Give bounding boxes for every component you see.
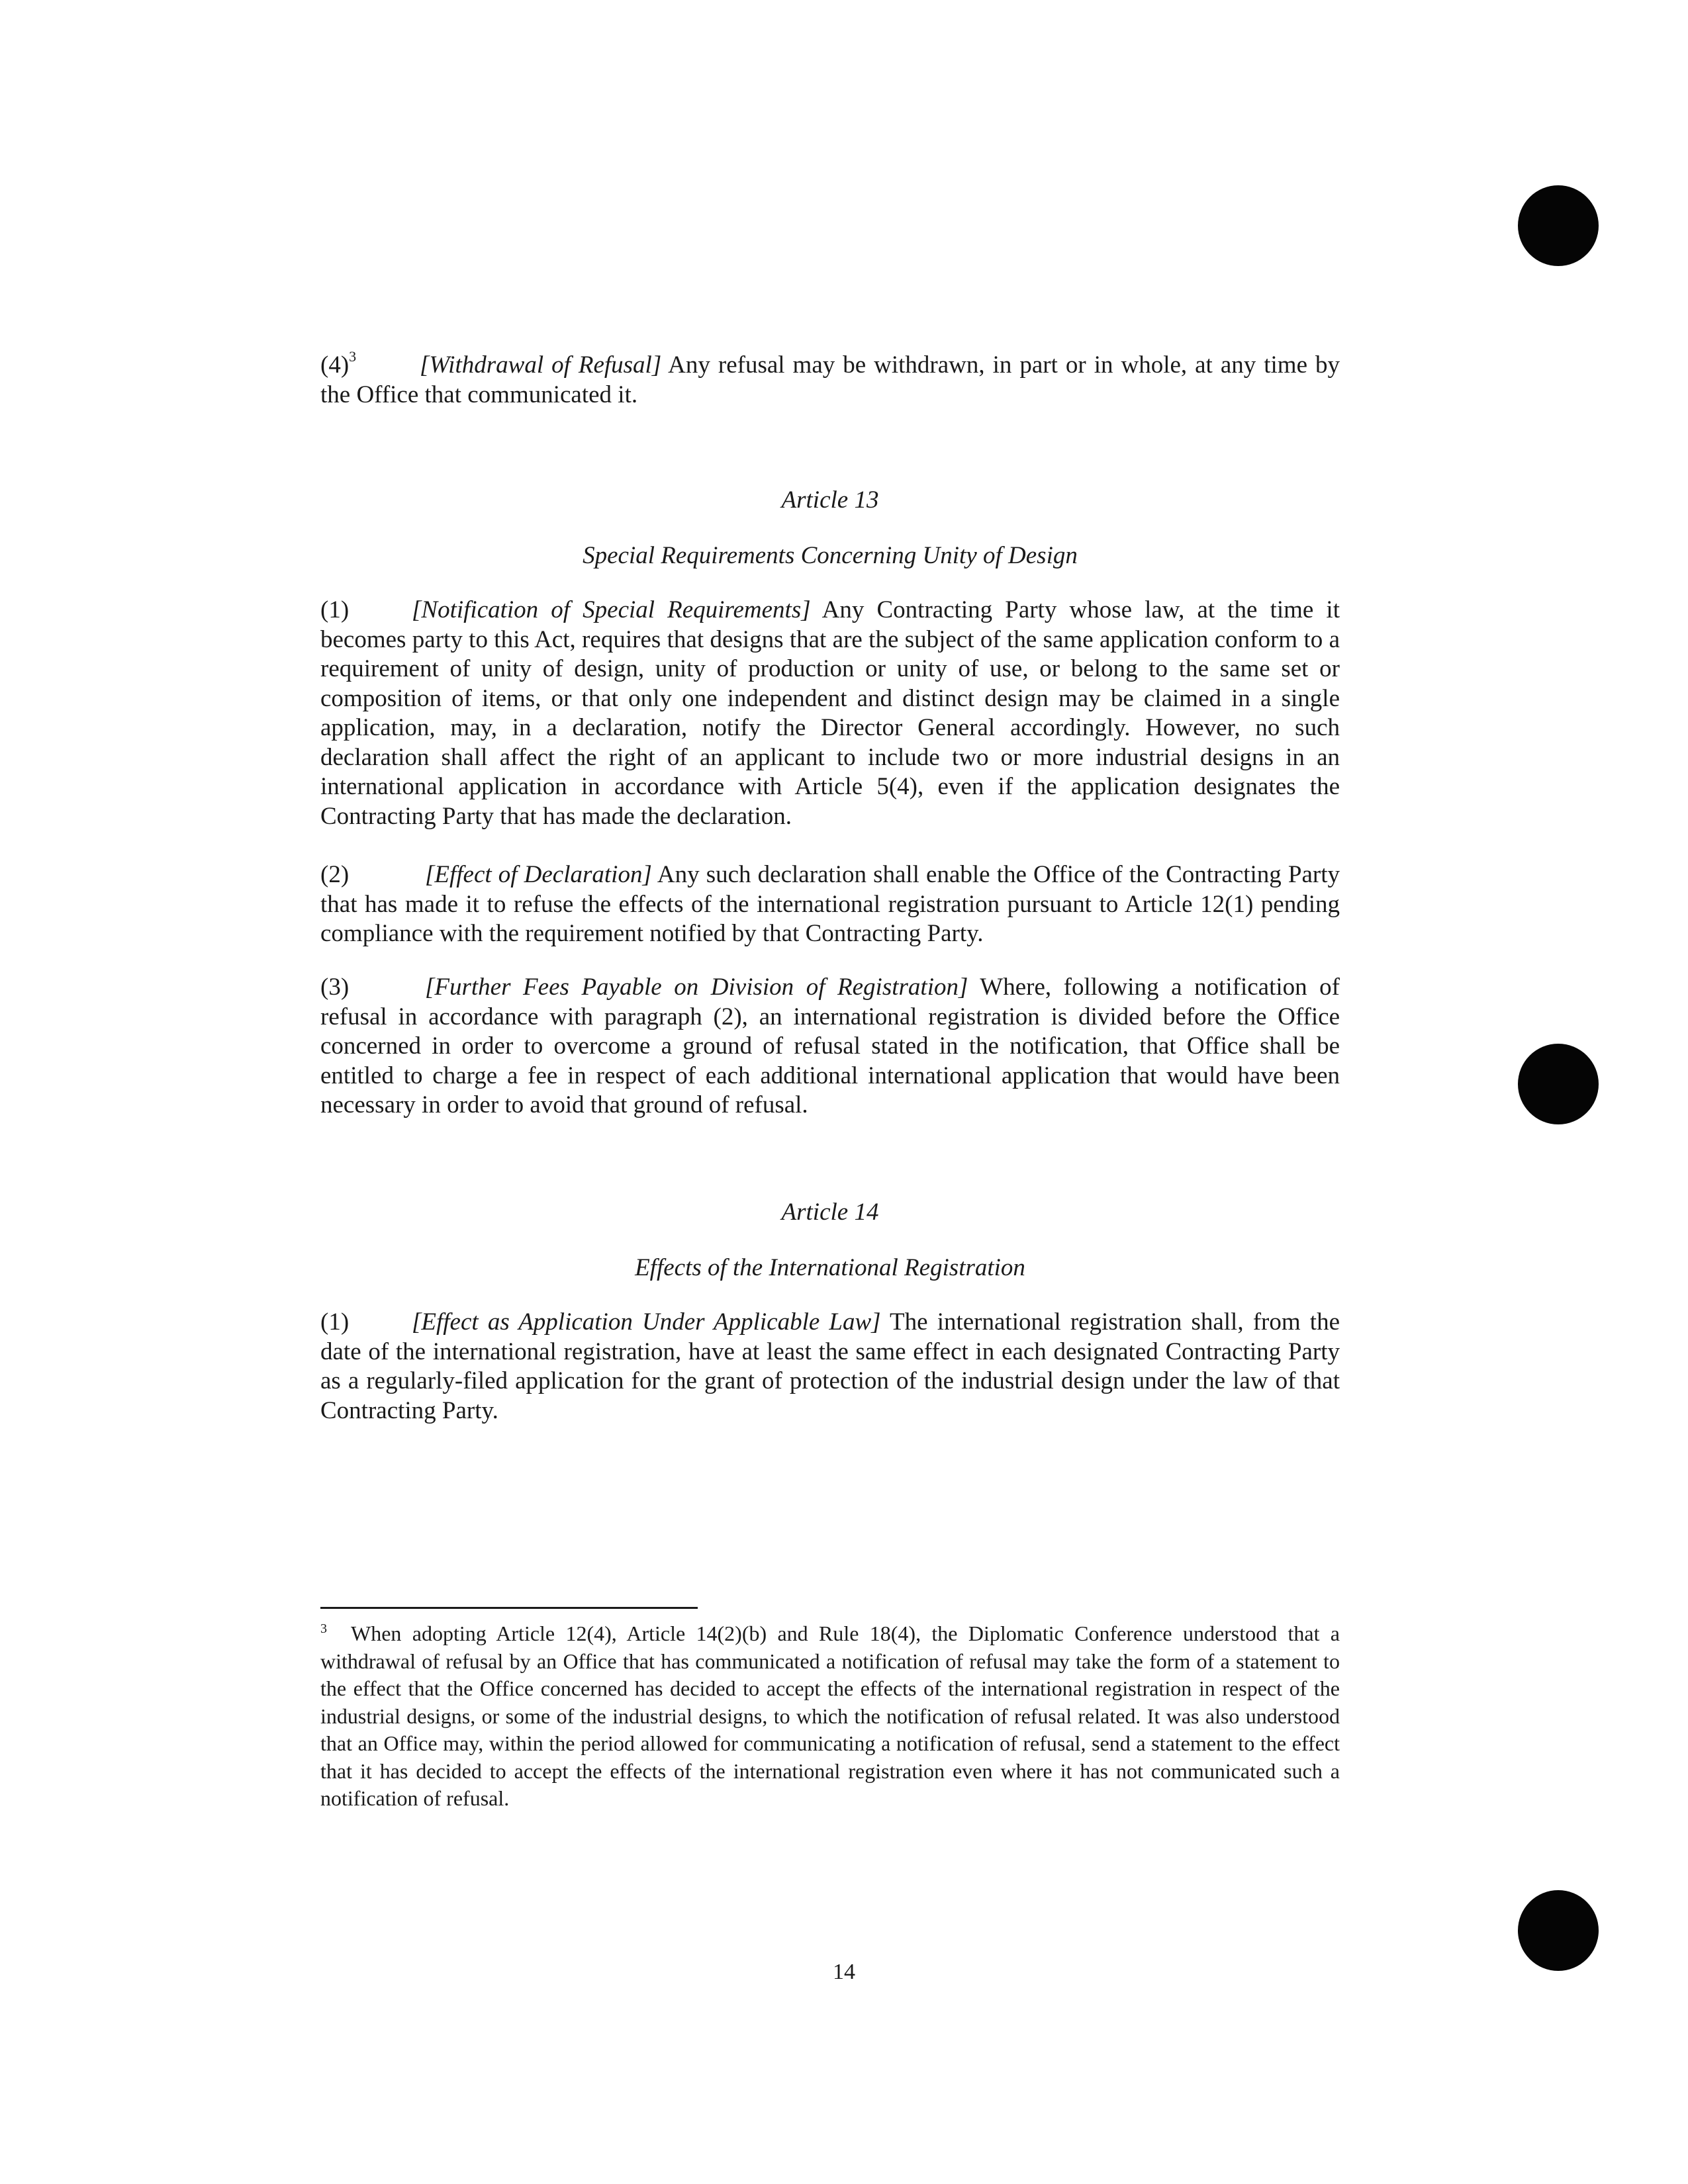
article-13-p1-heading: [Notification of Special Requirements] — [412, 596, 811, 623]
footnote-text: When adopting Article 12(4), Article 14(2)(b) and Rule 18(4), the Diplomatic Conference understood that a withdrawal of refusal by an Office that has communicated a notification of refusal may take the form of a statement to the effect that the Office concerned has decided to accept the effects of the international registration in respect of the industrial designs, or some of the industrial designs, to which the notification of refusal related. It was also understood that an Office may, within the period allowed for communicating a notification of refusal, send a statement to the effect that it has decided to accept the effects of the international registration even where it has not communicated such a notification of refusal. — [320, 1621, 1340, 1810]
punch-hole-top — [1518, 185, 1599, 266]
footnote-reference: 3 — [349, 347, 357, 365]
paragraph-4-heading: [Withdrawal of Refusal] — [420, 351, 662, 379]
article-13-p2-heading: [Effect of Declaration] — [425, 861, 652, 888]
paragraph-4 — [320, 347, 1340, 410]
paragraph-4-body — [320, 347, 1340, 410]
article-13-subtitle: Special Requirements Concerning Unity of Design — [583, 542, 1078, 569]
article-14-title: Article 14 — [781, 1199, 879, 1226]
article-13-p3-text: Where, following a notification of refusal in accordance with paragraph (2), an international registration is divided before the Office concerned in order to overcome a ground of refusal stated in the notification, that Office shall be entitled to charge a fee in respect of each additional international application that would have been necessary in order to avoid that ground of refusal. — [320, 974, 1340, 1118]
article-13-p1-text: Any Contracting Party whose law, at the time it becomes party to this Act, requires that designs that are the subject of the same application conform to a requirement of unity of design, unity of production or unity of use, or belong to the same set or composition of items, or that only one independent and distinct design may be claimed in a single application, may, in a declaration, notify the Director General accordingly. However, no such declaration shall affect the right of an applicant to include two or more industrial designs in an international application in accordance with Article 5(4), even if the application designates the Contracting Party that has made the declaration. — [320, 596, 1340, 830]
article-14-subtitle: Effects of the International Registration — [635, 1254, 1025, 1281]
footnote-mark: 3 — [320, 1621, 327, 1637]
article-13-paragraph-3 — [320, 973, 1340, 1120]
article-14-p1-heading: [Effect as Application Under Applicable Law] — [412, 1308, 881, 1336]
article-13-p3-heading: [Further Fees Payable on Division of Registration] — [425, 974, 968, 1001]
article-14-p1-number: (1) — [320, 1308, 350, 1336]
article-13-p1-number: (1) — [320, 596, 350, 623]
article-13-p2-text: Any such declaration shall enable the Office of the Contracting Party that has made it to refuse the effects of the international registration pursuant to Article 12(1) pending compliance with the requirement notified by that Contracting Party. — [320, 861, 1340, 947]
paragraph-4-number: $(4)^3$ — [320, 347, 357, 379]
article-13-paragraph-1 — [320, 596, 1340, 831]
article-13-paragraph-2 — [320, 860, 1340, 949]
page-number: 14 — [833, 1960, 855, 1984]
article-13-title: Article 13 — [781, 486, 879, 514]
article-13-p3-number: (3) — [320, 974, 350, 1001]
footnote-separator — [320, 1607, 698, 1609]
punch-hole-middle — [1518, 1044, 1599, 1124]
article-14-p1-text: The international registration shall, from the date of the international registration, have at least the same effect in each designated Contracting Party as a regularly-filed application for the grant of protection of the industrial design under the law of that Contracting Party. — [320, 1308, 1340, 1424]
footnote — [320, 1620, 1340, 1813]
paragraph-4-text: Any refusal may be withdrawn, in part or in whole, at any time by the Office that communicated it. — [320, 351, 1340, 408]
article-13-p2-number: (2) — [320, 861, 350, 888]
article-14-paragraph-1 — [320, 1308, 1340, 1426]
